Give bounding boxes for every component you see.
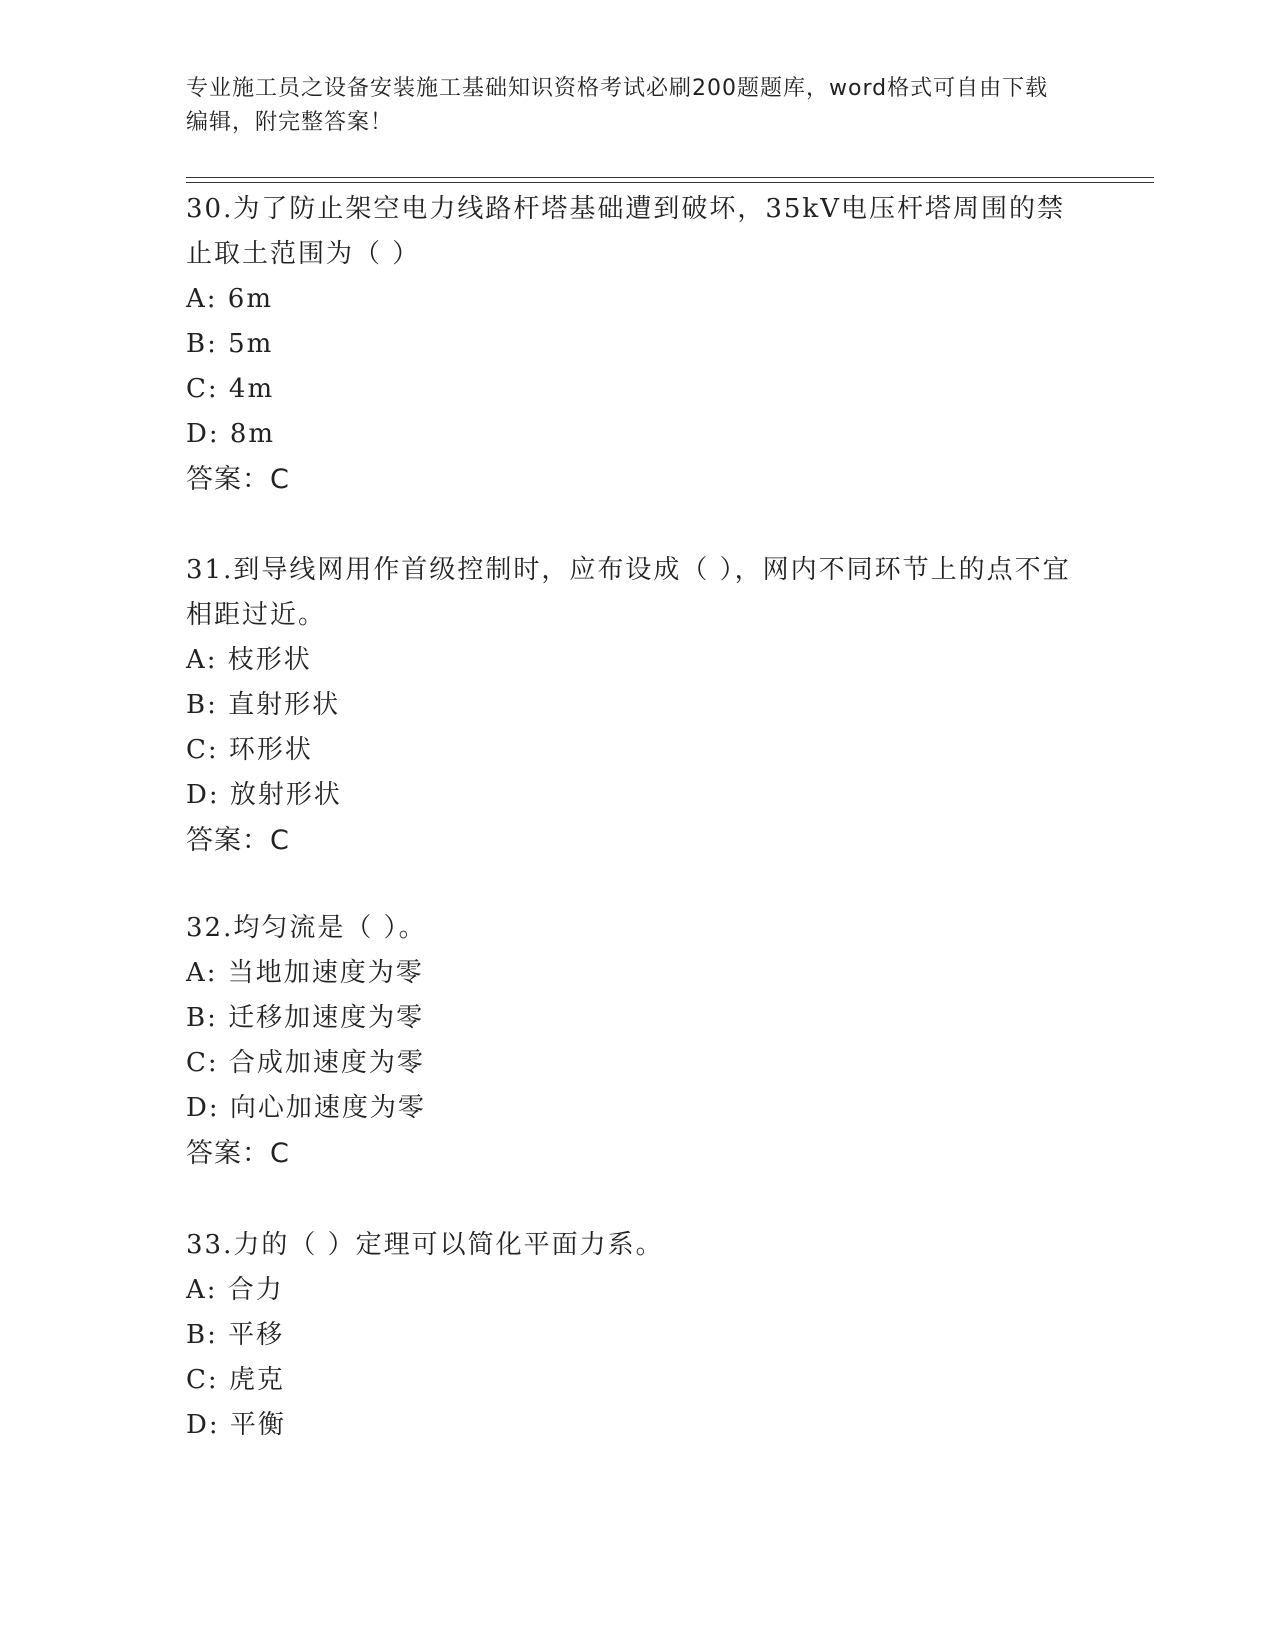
option-b: B: 直射形状 (186, 690, 341, 720)
option-a: A: 6m (186, 284, 273, 314)
answer-label: 答案：C (186, 464, 290, 495)
option-a: A: 合力 (186, 1275, 284, 1305)
question-stem: 31.到导线网用作首级控制时，应布设成（ ），网内不同环节上的点不宜相距过近。 (186, 555, 1071, 630)
option-a: A: 当地加速度为零 (186, 958, 424, 988)
option-c: C: 合成加速度为零 (186, 1048, 425, 1078)
question-stem: 30.为了防止架空电力线路杆塔基础遭到破坏，35kV电压杆塔周围的禁止取土范围为（ ） (186, 194, 1065, 269)
option-c: C: 环形状 (186, 735, 313, 765)
answer-label: 答案：C (186, 825, 290, 856)
option-a: A: 枝形状 (186, 645, 312, 675)
header-divider-top (186, 177, 1154, 178)
option-b: B: 迁移加速度为零 (186, 1003, 425, 1033)
question-30 (186, 187, 1086, 502)
option-d: D: 8m (186, 419, 276, 449)
answer-label: 答案：C (186, 1138, 290, 1169)
header-divider-bottom (186, 182, 1154, 183)
question-33 (186, 1223, 1086, 1448)
option-d: D: 放射形状 (186, 780, 342, 810)
option-d: D: 平衡 (186, 1410, 286, 1440)
option-d: D: 向心加速度为零 (186, 1093, 426, 1123)
document-header: 专业施工员之设备安装施工基础知识资格考试必刷200题题库，word格式可自由下载编辑，附完整答案！ (186, 76, 1049, 135)
question-31 (186, 548, 1086, 863)
question-stem: 32.均匀流是（ ）。 (186, 913, 427, 943)
question-32 (186, 906, 1086, 1176)
option-c: C: 虎克 (186, 1365, 285, 1395)
option-b: B: 平移 (186, 1320, 285, 1350)
question-stem: 33.力的（ ）定理可以简化平面力系。 (186, 1230, 664, 1260)
option-b: B: 5m (186, 329, 274, 359)
option-c: C: 4m (186, 374, 275, 404)
